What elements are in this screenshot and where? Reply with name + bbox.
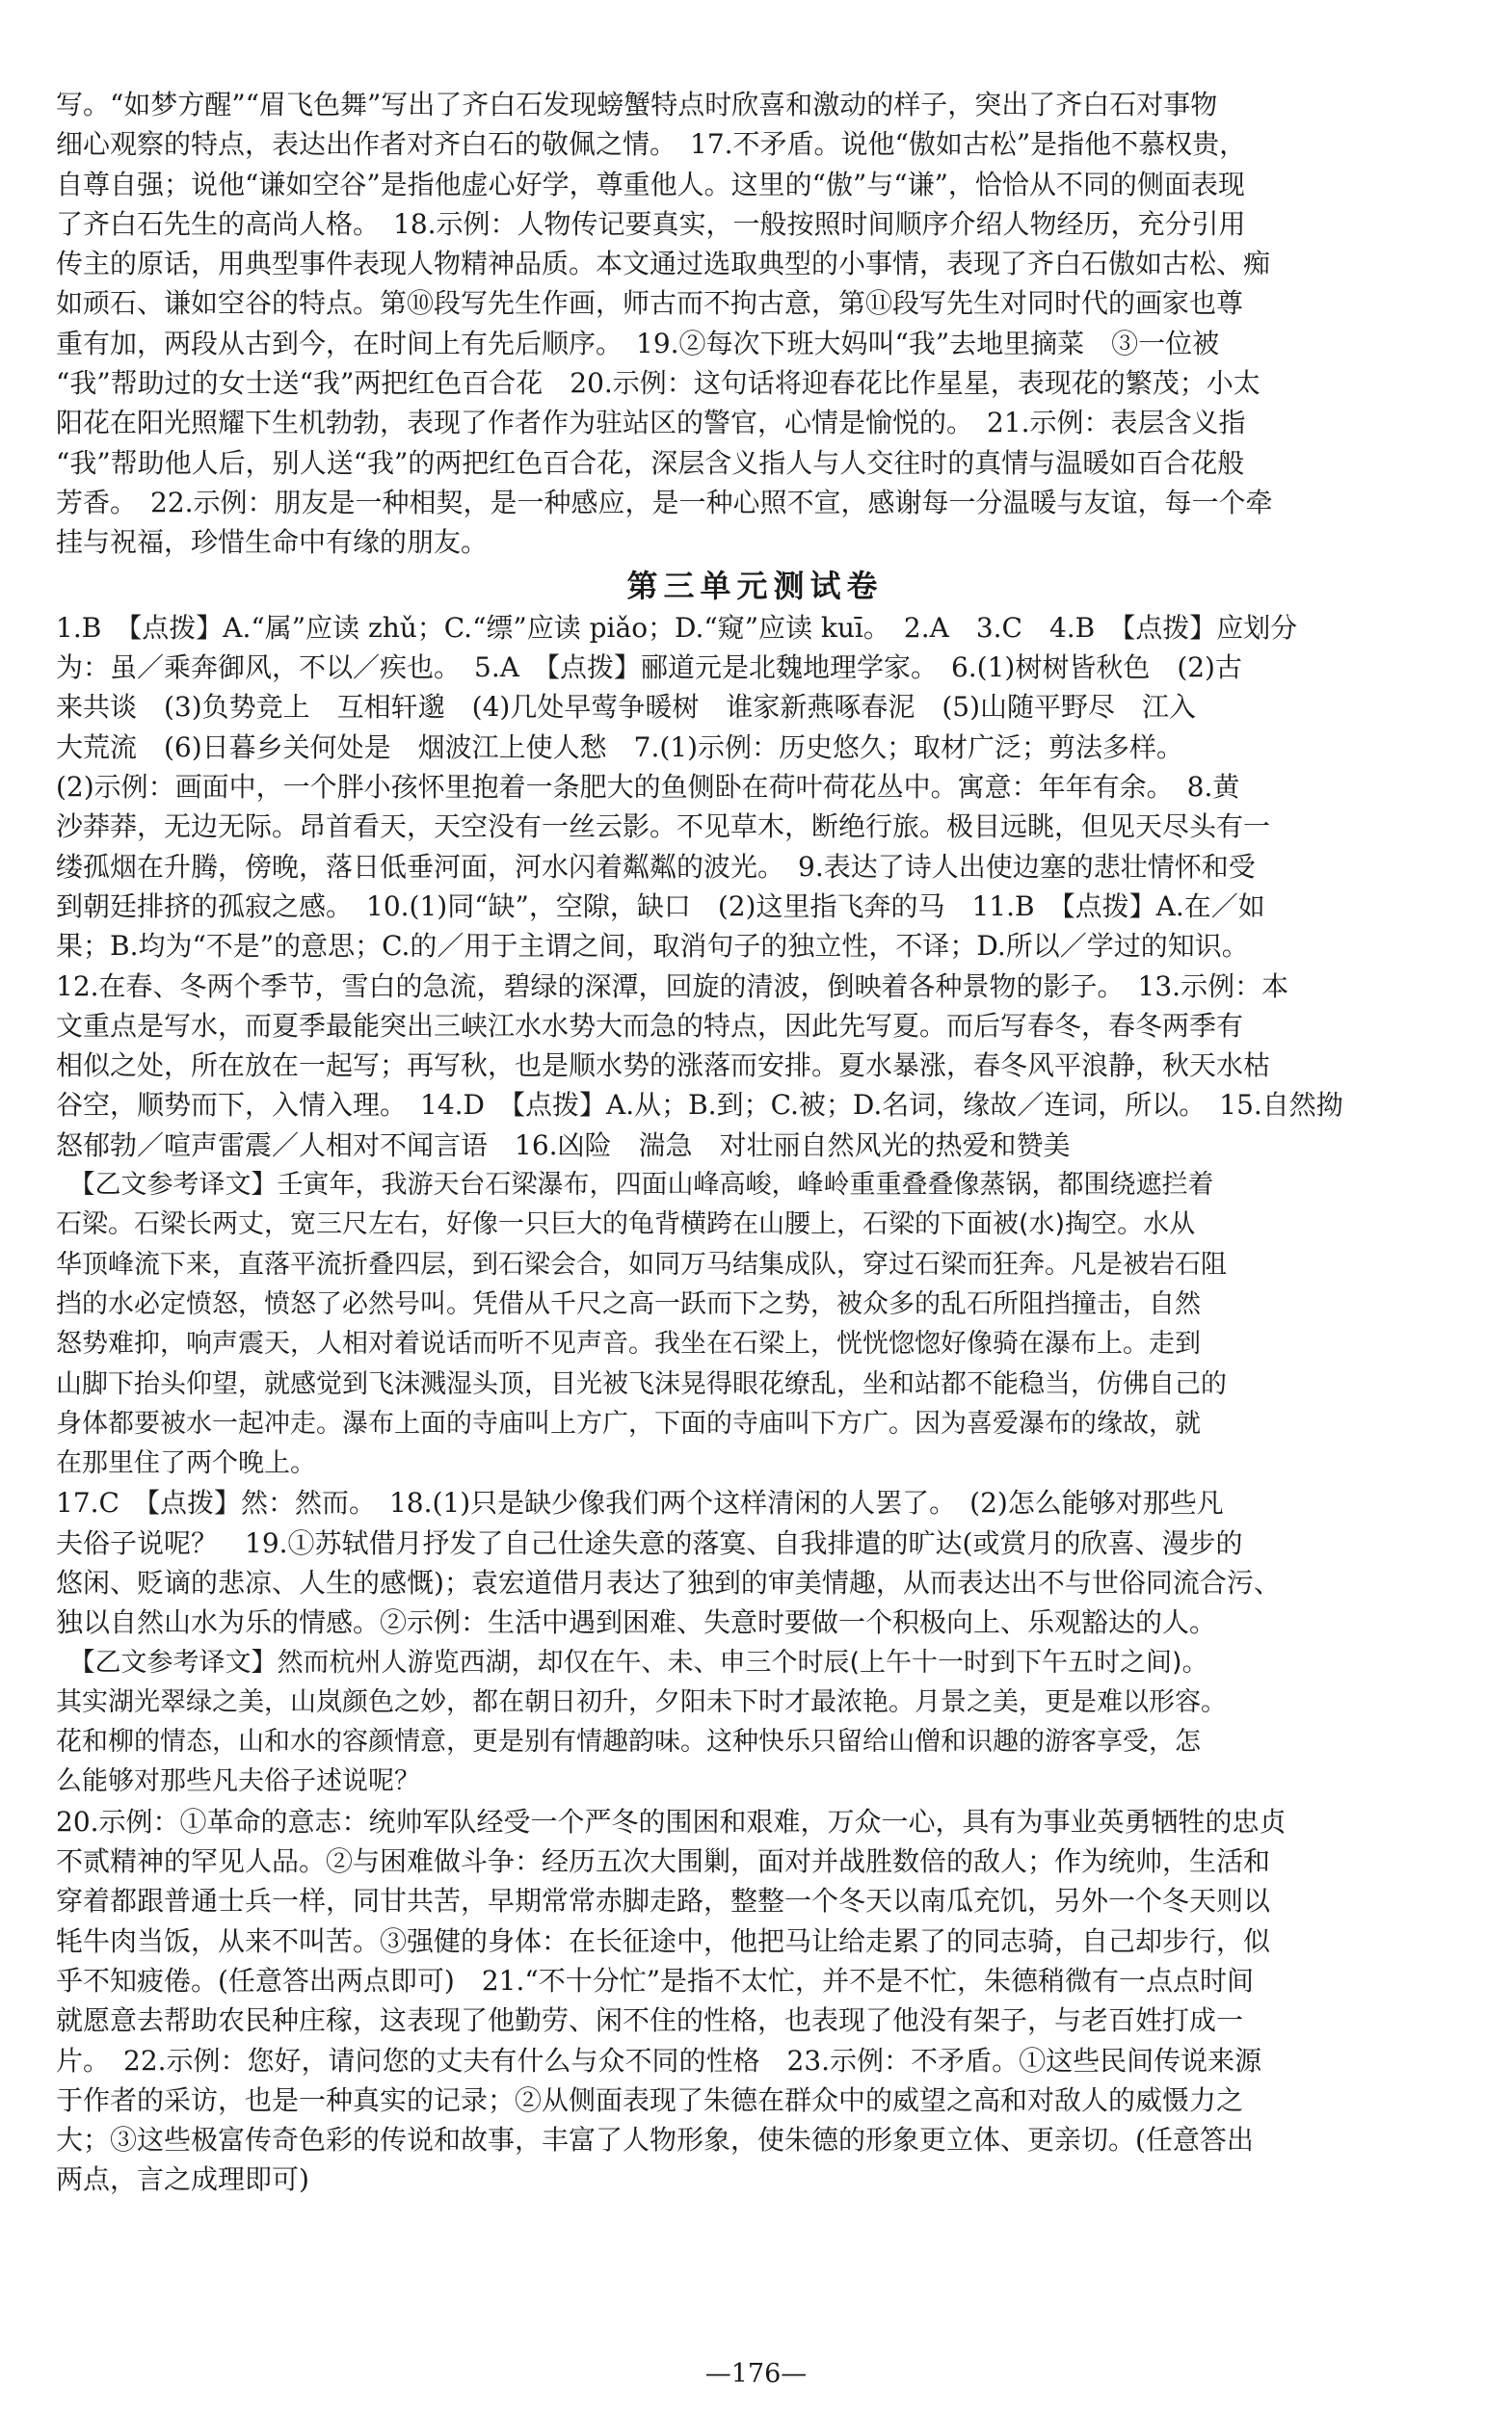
answers-previous-unit xyxy=(56,85,1454,563)
text-line: 缕孤烟在升腾，傍晚，落日低垂河面，河水闪着粼粼的波光。 9.表达了诗人出使边塞的悲壮情怀和受 xyxy=(56,850,1256,883)
text-line: 怒势难抑，响声震天，人相对着说话而听不见声音。我坐在石梁上，恍恍惚惚好像骑在瀑布上。走到 xyxy=(56,1329,1201,1360)
text-line: 沙莽莽，无边无际。昂首看天，天空没有一丝云影。不见草木，断绝行旅。极目远眺，但见天尽头有一 xyxy=(56,810,1271,843)
text-line: 其实湖光翠绿之美，山岚颜色之妙，都在朝日初升，夕阳未下时才最浓艳。月景之美，更是难以形容。 xyxy=(56,1686,1227,1717)
text-line: 文重点是写水，而夏季最能突出三峡江水水势大而急的特点，因此先写夏。而后写春冬，春冬两季有 xyxy=(56,1009,1244,1042)
text-line: 大荒流 (6)日暮乡关何处是 烟波江上使人愁 7.(1)示例：历史悠久；取材广泛；剪法多样。 xyxy=(56,730,1184,763)
answers-part-1 xyxy=(56,608,1454,1165)
text-line: 谷空，顺势而下，入情入理。 14.D 【点拨】A.从；B.到；C.被；D.名词，缘故／连词，所以。 15.自然拗 xyxy=(56,1089,1343,1122)
text-line: 果；B.均为“不是”的意思；C.的／用于主谓之间，取消句子的独立性，不译；D.所以／学过的知识。 xyxy=(56,930,1249,963)
text-line: 自尊自强；说他“谦如空谷”是指他虚心好学，尊重他人。这里的“傲”与“谦”，恰恰从不同的侧面表现 xyxy=(56,168,1245,200)
text-line: 挂与祝福，珍惜生命中有缘的朋友。 xyxy=(56,526,489,559)
text-line: 20.示例：①革命的意志：统帅军队经受一个严冬的围困和艰难，万众一心，具有为事业英勇牺牲的忠贞 xyxy=(56,1805,1287,1838)
text-line: 芳香。 22.示例：朋友是一种相契，是一种感应，是一种心照不宣，感谢每一分温暖与友谊，每一个牵 xyxy=(56,486,1273,518)
text-line: 华顶峰流下来，直落平流折叠四层，到石梁会合，如同万马结集成队，穿过石梁而狂奔。凡是被岩石阻 xyxy=(56,1249,1227,1280)
text-line: 悠闲、贬谪的悲凉、人生的感慨)；袁宏道借月表达了独到的审美情趣，从而表达出不与世俗同流合污、 xyxy=(56,1566,1281,1599)
text-line: 如顽石、谦如空谷的特点。第⑩段写先生作画，师古而不拘古意，第⑪段写先生对同时代的画家也尊 xyxy=(56,287,1244,320)
text-line: 两点，言之成理即可) xyxy=(56,2163,309,2196)
text-line: 相似之处，所在放在一起写；再写秋，也是顺水势的涨落而安排。夏水暴涨，春冬风平浪静，秋天水枯 xyxy=(56,1049,1271,1082)
answers-part-2 xyxy=(56,1483,1454,1642)
text-line: 山脚下抬头仰望，就感觉到飞沫溅湿头顶，目光被飞沫晃得眼花缭乱，坐和站都不能稳当，仿佛自己的 xyxy=(56,1368,1227,1399)
text-line: 挡的水必定愤怒，愤怒了必然号叫。凭借从千尺之高一跃而下之势，被众多的乱石所阻挡撞击，自然 xyxy=(56,1288,1201,1319)
translation-passage-2 xyxy=(56,1643,1454,1802)
text-line: 在那里住了两个晚上。 xyxy=(56,1448,316,1479)
text-line: 17.C 【点拨】然：然而。 18.(1)只是缺少像我们两个这样清闲的人罢了。 (2)怎么能够对那些凡 xyxy=(56,1487,1224,1520)
section-title: 第三单元测试卷 xyxy=(626,567,884,604)
text-line: “我”帮助过的女士送“我”两把红色百合花 20.示例：这句话将迎春花比作星星，表现花的繁茂；小太 xyxy=(56,367,1260,400)
text-line: 12.在春、冬两个季节，雪白的急流，碧绿的深潭，回旋的清波，倒映着各种景物的影子。 13.示例：本 xyxy=(56,969,1289,1002)
text-line: 就愿意去帮助农民种庄稼，这表现了他勤劳、闲不住的性格，也表现了他没有架子，与老百姓打成一 xyxy=(56,2004,1244,2037)
text-line: 石梁。石梁长两丈，宽三尺左右，好像一只巨大的龟背横跨在山腰上，石梁的下面被(水)掏空。水从 xyxy=(56,1209,1196,1240)
text-line: (2)示例：画面中，一个胖小孩怀里抱着一条肥大的鱼侧卧在荷叶荷花丛中。寓意：年年有余。 8.黄 xyxy=(56,771,1240,804)
text-line: 不贰精神的罕见人品。②与困难做斗争：经历五次大围剿，面对并战胜数倍的敌人；作为统帅，生活和 xyxy=(56,1845,1271,1878)
text-line: 身体都要被水一起冲走。瀑布上面的寺庙叫上方广，下面的寺庙叫下方广。因为喜爱瀑布的缘故，就 xyxy=(56,1408,1201,1439)
answers-part-3 xyxy=(56,1802,1454,2200)
text-line: 写。“如梦方醒”“眉飞色舞”写出了齐白石发现螃蟹特点时欣喜和激动的样子，突出了齐白石对事物 xyxy=(56,89,1218,120)
text-line: 穿着都跟普通士兵一样，同甘共苦，早期常常赤脚走路，整整一个冬天以南瓜充饥，另外一个冬天则以 xyxy=(56,1885,1271,1918)
text-line: 传主的原话，用典型事件表现人物精神品质。本文通过选取典型的小事情，表现了齐白石傲如古松、痴 xyxy=(56,248,1271,280)
text-line: 夫俗子说呢？ 19.①苏轼借月抒发了自己仕途失意的落寞、自我排遣的旷达(或赏月的欣喜、漫步的 xyxy=(56,1526,1243,1559)
text-line: 来共谈 (3)负势竞上 互相轩邈 (4)几处早莺争暖树 谁家新燕啄春泥 (5)山随平野尽 江入 xyxy=(56,691,1196,724)
text-line: 1.B 【点拨】A.“属”应读 zhǔ；C.“缥”应读 piǎo；D.“窥”应读 kuī。 2.A 3.C 4.B 【点拨】应划分 xyxy=(56,611,1298,644)
text-line: 花和柳的情态，山和水的容颜情意，更是别有情趣韵味。这种快乐只留给山僧和识趣的游客享受，怎 xyxy=(56,1727,1201,1758)
text-line: 怒郁勃／喧声雷震／人相对不闻言语 16.凶险 湍急 对壮丽自然风光的热爱和赞美 xyxy=(56,1128,1071,1161)
translation-passage-1 xyxy=(56,1165,1454,1483)
text-line: 片。 22.示例：您好，请问您的丈夫有什么与众不同的性格 23.示例：不矛盾。①这些民间传说来源 xyxy=(56,2044,1262,2077)
text-line: 到朝廷排挤的孤寂之感。 10.(1)同“缺”，空隙，缺口 (2)这里指飞奔的马 11.B 【点拨】A.在／如 xyxy=(56,889,1265,922)
text-line: 为：虽／乘奔御风，不以／疾也。 5.A 【点拨】郦道元是北魏地理学家。 6.(1)树树皆秋色 (2)古 xyxy=(56,651,1242,684)
text-line: 么能够对那些凡夫俗子述说呢？ xyxy=(56,1766,420,1797)
text-line: 重有加，两段从古到今，在时间上有先后顺序。 19.②每次下班大妈叫“我”去地里摘菜 ③一位被 xyxy=(56,327,1220,359)
text-line: 于作者的采访，也是一种真实的记录；②从侧面表现了朱德在群众中的威望之高和对敌人的威慑力之 xyxy=(56,2083,1244,2116)
text-line: 阳花在阳光照耀下生机勃勃，表现了作者作为驻站区的警官，心情是愉悦的。 21.示例：表层含义指 xyxy=(56,407,1246,439)
text-line: “我”帮助他人后，别人送“我”的两把红色百合花，深层含义指人与人交往时的真情与温暖如百合花般 xyxy=(56,446,1245,479)
text-line: 【乙文参考译文】然而杭州人游览西湖，却仅在午、未、申三个时辰(上午十一时到下午五时之间)。 xyxy=(56,1647,1208,1678)
text-line: 乎不知疲倦。(任意答出两点即可) 21.“不十分忙”是指不太忙，并不是不忙，朱德稍微有一点点时间 xyxy=(56,1964,1255,1997)
text-line: 【乙文参考译文】壬寅年，我游天台石梁瀑布，四面山峰高峻，峰岭重重叠叠像蒸锅，都围绕遮拦着 xyxy=(56,1170,1214,1201)
text-line: 独以自然山水为乐的情感。②示例：生活中遇到困难、失意时要做一个积极向上、乐观豁达的人。 xyxy=(56,1606,1217,1639)
page-number: —176— xyxy=(704,2359,808,2389)
text-line: 大；③这些极富传奇色彩的传说和故事，丰富了人物形象，使朱德的形象更立体、更亲切。(任意答出 xyxy=(56,2124,1254,2157)
text-line: 了齐白石先生的高尚人格。 18.示例：人物传记要真实，一般按照时间顺序介绍人物经历，充分引用 xyxy=(56,207,1246,240)
text-line: 牦牛肉当饭，从来不叫苦。③强健的身体：在长征途中，他把马让给走累了的同志骑，自己却步行，似 xyxy=(56,1924,1271,1957)
text-line: 细心观察的特点，表达出作者对齐白石的敬佩之情。 17.不矛盾。说他“傲如古松”是指他不慕权贵， xyxy=(56,128,1247,161)
